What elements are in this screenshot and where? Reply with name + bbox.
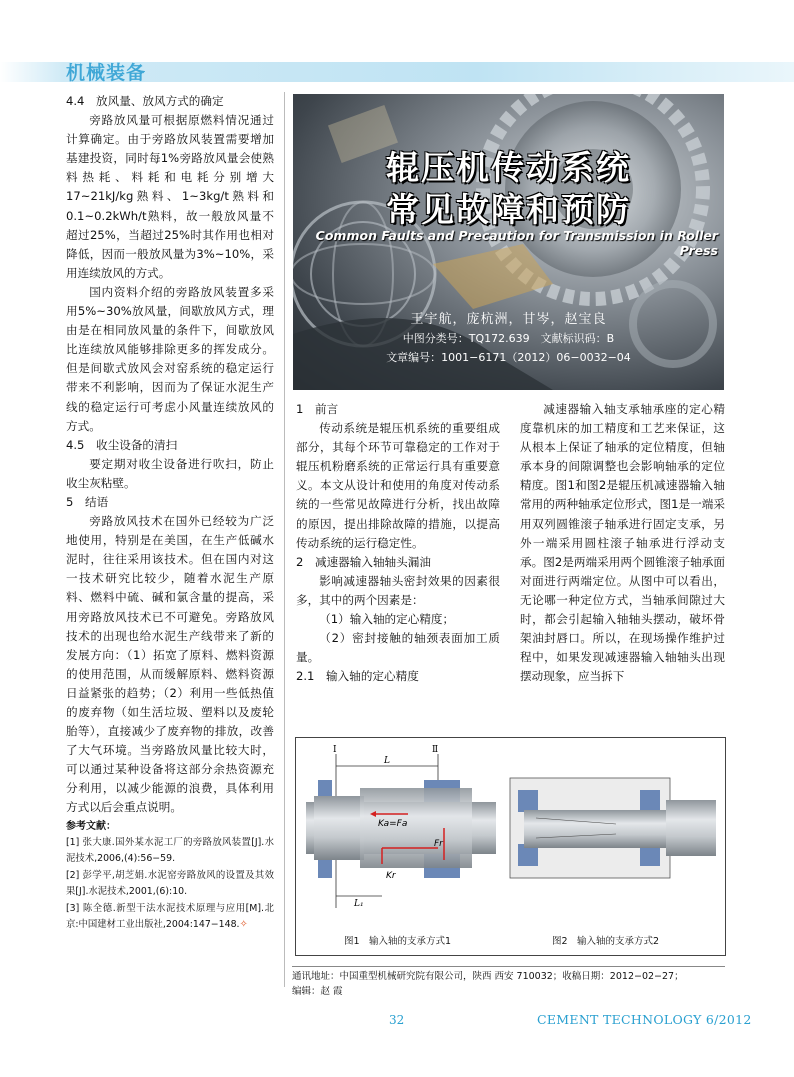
right-column [520,400,725,686]
list-item: （1）输入轴的定心精度； [319,612,455,627]
footnote-rule [292,966,725,967]
footnote-address: 通讯地址：中国重型机械研究院有限公司，陕西 西安 710032；收稿日期：2012−02−27； [292,971,684,982]
list-item: （2）密封接触的轴颈表面加工质量。 [296,631,500,665]
fig1-mark-1: Ⅰ [333,745,337,755]
reference-item: [2] 彭学平,胡芝娟.水泥窑旁路放风的设置及其效果[J].水泥技术,2001,(6):10. [66,869,274,898]
classification-info: 中图分类号：TQ172.639 文献标识码：B [402,332,615,345]
figure-2-diagram [510,778,716,878]
article-title-english: Common Faults and Precaution for Transmission in Roller Press [315,228,718,258]
section-2-1-heading: 2.1 输入轴的定心精度 [296,669,419,684]
paragraph: 传动系统是辊压机系统的重要组成部分，其每个环节可靠稳定的工作对于辊压机粉磨系统的正常运行具有重要意义。本文从设计和使用的角度对传动系统的一些常见故障进行分析，找出故障的原因，提出排除故障的措施，以提高传动系统的运行稳定性。 [296,421,500,550]
section-header-title: 机械装备 [66,62,147,84]
article-title-line-1: 辊压机传动系统 [386,148,631,187]
figure-1-caption: 图1 输入轴的支承方式1 [344,936,452,947]
shaft-diagrams [296,738,725,955]
footnote-editor: 编辑：赵 霞 [292,986,343,997]
reference-text: [3] 陈全德.新型干法水泥技术原理与应用[M].北京:中国建材工业出版社,2004:147−148. [66,902,274,931]
article-authors: 王宇航，庞杭洲，甘岑，赵宝良 [410,312,607,327]
figure-box [295,737,726,956]
figure-2-caption: 图2 输入轴的支承方式2 [552,936,660,947]
article-title-line-2: 常见故障和预防 [386,190,631,229]
section-1-heading: 1 前言 [296,402,339,416]
figure-1-diagram [306,745,496,909]
section-4-5-heading: 4.5 收尘设备的清扫 [66,437,178,452]
paragraph: 国内资料介绍的旁路放风装置多采用5%~30%放风量，间歇放风方式，理由是在相同放风量的条件下，间歇放风比连续放风能够排除更多的挥发成分。但是间歇式放风会对窑系统的稳定运行带来不利影响，因而为了保证水泥生产线的稳定运行可考虑小风量连续放风的方式。 [66,284,274,433]
fig1-mark-2: Ⅱ [432,745,439,755]
fig1-label-l1: L₁ [354,899,364,909]
end-mark-icon: ✧ [239,919,248,931]
article-number: 文章编号：1001−6171（2012）06−0032−04 [386,351,631,364]
reference-item [66,901,274,934]
paragraph: 影响减速器轴头密封效果的因素很多，其中的两个因素是： [296,573,500,607]
section-2-heading: 2 减速器输入轴轴头漏油 [296,554,431,569]
paragraph: 减速器输入轴支承轴承座的定心精度靠机床的加工精度和工艺来保证，这从根本上保证了轴承的定位精度，但轴承本身的间隙调整也会影响轴承的定位精度。图1和图2是辊压机减速器输入轴常用的两种轴承定位形式，图1是一端采用双列圆锥滚子轴承进行固定支承，另外一端采用圆柱滚子轴承进行浮动支承。图2是两端采用两个圆锥滚子轴承面对面进行两端定位。从图中可以看出，无论哪一种定位方式，当轴承间隙过大时，都会引起输入轴轴头摆动，破坏骨架油封唇口。所以，在现场操作维护过程中，如果发现减速器输入轴轴头出现摆动现象，应当拆下 [520,402,725,684]
section-4-4-heading: 4.4 放风量、放风方式的确定 [66,94,224,108]
article-hero-image [293,94,724,390]
fig1-label-kr: Kr [386,871,396,881]
column-divider [284,92,285,987]
fig1-label-L: L [384,756,390,766]
page-number: 32 [389,1013,405,1027]
section-5-heading: 5 结语 [66,494,109,509]
paragraph: 旁路放风量可根据原燃料情况通过计算确定。由于旁路放风装置需要增加基建投资，同时每1%旁路放风量会使熟料热耗、料耗和电耗分别增大17~21kJ/kg熟料、1~3kg/t熟料和0.1~0.2kWh/t熟料，故一般放风量不超过25%，当超过25%时其作用也相对降低，因而一般放风量为3%~10%，采用连续放风的方式。 [66,113,274,280]
journal-name: CEMENT TECHNOLOGY 6/2012 [537,1012,752,1027]
fig1-label-fr: Fr [434,839,443,849]
paragraph: 要定期对收尘设备进行吹扫，防止收尘灰粘壁。 [66,456,274,490]
fig1-label-ka: Ka=Fa [378,819,408,829]
middle-column [296,400,500,686]
references-heading: 参考文献： [66,820,116,832]
reference-item: [1] 张大康.国外某水泥工厂的旁路放风装置[J].水泥技术,2006,(4):56−59. [66,836,274,865]
paragraph: 旁路放风技术在国外已经较为广泛地使用，特别是在美国，在生产低碱水泥时，往往采用该技术。但在国内对这一技术研究比较少，随着水泥生产原料、燃料中硫、碱和氯含量的提高，采用旁路放风技术已不可避免。旁路放风技术的出现也给水泥生产线带来了新的发展方向：（1）拓宽了原料、燃料资源的使用范围，从而缓解原料、燃料资源日益紧张的趋势；（2）利用一些低热值的废弃物（如生活垃圾、塑料以及废轮胎等），直接减少了废弃物的排放，改善了大气环境。当旁路放风量比较大时，可以通过某种设备将这部分余热资源充分利用，以减少能源的浪费，具体利用方式以后会重点说明。 [66,514,274,815]
left-column [66,92,274,934]
footnote [292,969,732,999]
